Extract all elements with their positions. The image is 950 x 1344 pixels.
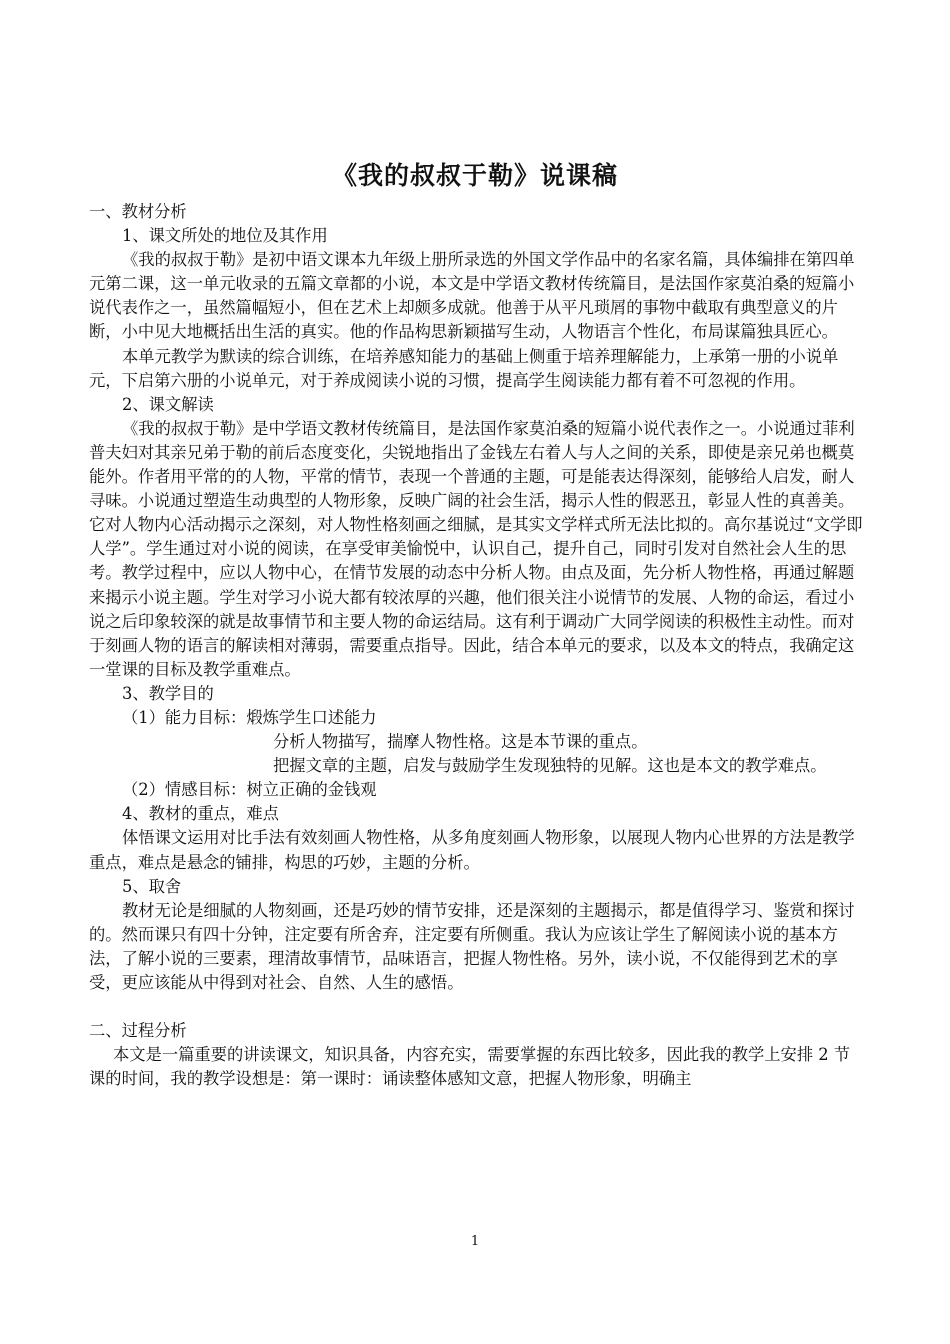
- blank-line: [89, 995, 864, 1019]
- objective-ability: （1）能力目标：煅炼学生口述能力: [122, 707, 377, 727]
- subheading-objectives: 3、教学目的: [122, 683, 214, 703]
- objective-emotion: （2）情感目标：树立正确的金钱观: [122, 780, 377, 800]
- paragraph-process: 本文是一篇重要的讲读课文，知识具备，内容充实，需要掌握的东西比较多，因此我的教学上安排 2 节课的时间，我的教学设想是：第一课时：诵读整体感知文意，把握人物形象，明确主: [89, 1045, 851, 1089]
- section-heading-1: 一、教材分析: [89, 202, 187, 221]
- paragraph-position-2: 本单元教学为默读的综合训练，在培养感知能力的基础上侧重于培养理解能力，上承第一册的小说单元，下启第六册的小说单元，对于养成阅读小说的习惯，提高学生阅读能力都有着不可忽视的作用。: [89, 346, 839, 390]
- paragraph-position-1: 《我的叔叔于勒》是初中语文课本九年级上册所录选的外国文学作品中的名家名篇，具体编排在第四单元第二课，这一单元收录的五篇文章都的小说，本文是中学语文教材传统篇目，是法国作家莫泊桑的短篇小说代表作之一，虽然篇幅短小，但在艺术上却颇多成就。他善于从平凡琐屑的事物中截取有典型意义的片断，小中见大地概括出生活的真实。他的作品构思新颖描写生动，人物语言个性化，布局谋篇独具匠心。: [89, 250, 855, 342]
- subheading-interpretation: 2、课文解读: [122, 394, 214, 414]
- document-title: 《我的叔叔于勒》说课稿: [331, 161, 618, 190]
- subheading-key-points: 4、教材的重点，难点: [122, 804, 279, 824]
- document-body: [89, 200, 864, 1091]
- page-number: 1: [470, 1234, 480, 1249]
- paragraph-selection: 教材无论是细腻的人物刻画，还是巧妙的情节安排，还是深刻的主题揭示，都是值得学习、鉴赏和探讨的。然而课只有四十分钟，注定要有所舍弃，注定要有所侧重。我认为应该让学生了解阅读小说的基本方法，了解小说的三要素，理清故事情节，品味语言，把握人物性格。另外，读小说，不仅能得到艺术的享受，更应该能从中得到对社会、自然、人生的感悟。: [89, 900, 855, 992]
- paragraph-key-points: 体悟课文运用对比手法有效刻画人物性格，从多角度刻画人物形象，以展现人物内心世界的方法是教学重点，难点是悬念的铺排，构思的巧妙，主题的分析。: [89, 828, 855, 872]
- subheading-selection: 5、取舍: [122, 876, 182, 896]
- objective-ability-2: 分析人物描写，揣摩人物性格。这是本节课的重点。: [273, 732, 648, 752]
- section-heading-2: 二、过程分析: [89, 1021, 187, 1041]
- objective-ability-3: 把握文章的主题，启发与鼓励学生发现独特的见解。这也是本文的教学难点。: [273, 756, 827, 776]
- paragraph-interpretation: 《我的叔叔于勒》是中学语文教材传统篇目，是法国作家莫泊桑的短篇小说代表作之一。小说通过菲利普夫妇对其亲兄弟于勒的前后态度变化，尖锐地指出了金钱左右着人与人之间的关系，即使是亲兄弟也概莫能外。作者用平常的的人物，平常的情节，表现一个普通的主题，可是能表达得深刻，能够给人启发，耐人寻味。小说通过塑造生动典型的人物形象，反映广阔的社会生活，揭示人性的假恶丑，彰显人性的真善美。它对人物内心活动揭示之深刻，对人物性格刻画之细腻，是其实文学样式所无法比拟的。高尔基说过“文学即人学”。学生通过对小说的阅读，在享受审美愉悦中，认识自己，提升自己，同时引发对自然社会人生的思考。教学过程中，应以人物中心，在情节发展的动态中分析人物。由点及面，先分析人物性格，再通过解题来揭示小说主题。学生对学习小说大都有较浓厚的兴趣，他们很关注小说情节的发展、人物的命运，看过小说之后印象较深的就是故事情节和主要人物的命运结局。这有利于调动广大同学阅读的积极性主动性。而对于刻画人物的语言的解读相对薄弱，需要重点指导。因此，结合本单元的要求，以及本文的特点，我确定这一堂课的目标及教学重难点。: [89, 418, 863, 679]
- subheading-position: 1、课文所处的地位及其作用: [122, 226, 328, 246]
